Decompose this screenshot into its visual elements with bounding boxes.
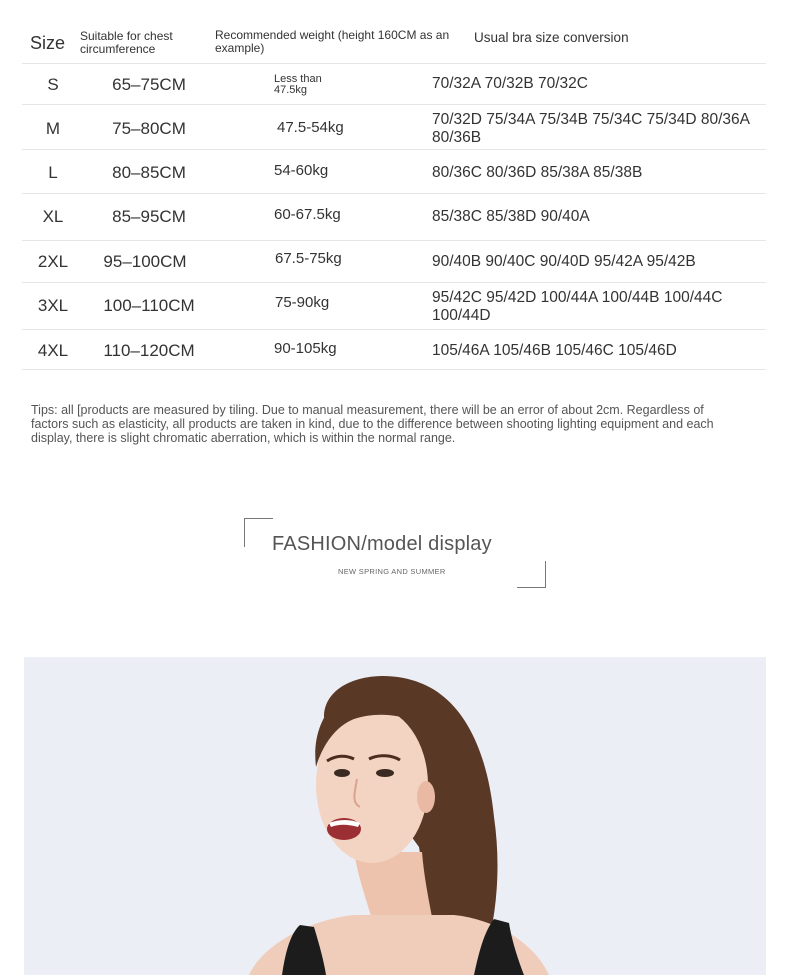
weight-cell: 47.5-54kg bbox=[277, 119, 344, 136]
size-cell: M bbox=[45, 119, 61, 138]
chest-cell: 85–95CM bbox=[112, 207, 186, 226]
size-cell: 3XL bbox=[37, 296, 69, 315]
chest-cell: 80–85CM bbox=[112, 163, 186, 182]
chest-cell: 95–100CM bbox=[103, 252, 187, 271]
weight-cell: 60-67.5kg bbox=[274, 206, 341, 223]
header-size: Size bbox=[30, 33, 66, 53]
header-chest: Suitable for chest circumference bbox=[80, 29, 173, 56]
table-row bbox=[22, 330, 766, 370]
tips-text: Tips: all [products are measured by tiling. Due to manual measurement, there will be an error of about 2cm. Regardless of factors such as elasticity, all products are taken in kind, due to the difference between shooting lighting equipment and each display, there is slight chromatic aberration, which is within the normal range. bbox=[31, 403, 714, 445]
weight-cell: 67.5-75kg bbox=[275, 250, 342, 267]
weight-cell: 90-105kg bbox=[274, 340, 337, 357]
corner-bracket-bottom-right bbox=[517, 561, 546, 588]
conversion-cell: 105/46A 105/46B 105/46C 105/46D bbox=[432, 342, 677, 359]
chest-cell: 65–75CM bbox=[112, 75, 186, 94]
table-row bbox=[22, 105, 766, 150]
table-row bbox=[22, 241, 766, 283]
model-illustration bbox=[24, 657, 766, 975]
ear bbox=[417, 781, 435, 813]
table-row bbox=[22, 64, 766, 105]
conversion-cell: 70/32A 70/32B 70/32C bbox=[432, 75, 588, 92]
header-conversion: Usual bra size conversion bbox=[474, 30, 629, 45]
fashion-heading bbox=[244, 518, 546, 588]
table-row bbox=[22, 150, 766, 194]
size-table bbox=[22, 20, 766, 370]
weight-cell: 54-60kg bbox=[274, 162, 329, 179]
header-weight: Recommended weight (height 160CM as an example) bbox=[215, 28, 450, 55]
eye-right bbox=[376, 769, 394, 777]
size-cell: S bbox=[47, 75, 59, 94]
model-photo bbox=[24, 657, 766, 975]
conversion-cell: 85/38C 85/38D 90/40A bbox=[432, 208, 590, 225]
fashion-title: FASHION/model display bbox=[272, 533, 492, 555]
conversion-cell: 95/42C 95/42D 100/44A 100/44B 100/44C 100/44D bbox=[432, 289, 723, 324]
weight-cell: Less than 47.5kg bbox=[274, 73, 322, 96]
table-row bbox=[22, 194, 766, 241]
size-cell: L bbox=[48, 163, 58, 182]
table-header-row bbox=[22, 20, 766, 64]
corner-bracket-top-left bbox=[244, 518, 273, 547]
size-cell: 2XL bbox=[37, 252, 69, 271]
size-cell: 4XL bbox=[37, 341, 69, 360]
conversion-cell: 90/40B 90/40C 90/40D 95/42A 95/42B bbox=[432, 253, 696, 270]
eye-left bbox=[334, 769, 350, 777]
chest-cell: 75–80CM bbox=[112, 119, 186, 138]
weight-cell: 75-90kg bbox=[275, 294, 330, 311]
conversion-cell: 70/32D 75/34A 75/34B 75/34C 75/34D 80/36A 80/36B bbox=[432, 111, 750, 146]
table-row bbox=[22, 283, 766, 330]
chest-cell: 100–110CM bbox=[103, 296, 195, 315]
chest-cell: 110–120CM bbox=[103, 341, 195, 360]
fashion-subtitle: NEW SPRING AND SUMMER bbox=[338, 567, 446, 576]
conversion-cell: 80/36C 80/36D 85/38A 85/38B bbox=[432, 164, 643, 181]
size-cell: XL bbox=[42, 207, 64, 226]
